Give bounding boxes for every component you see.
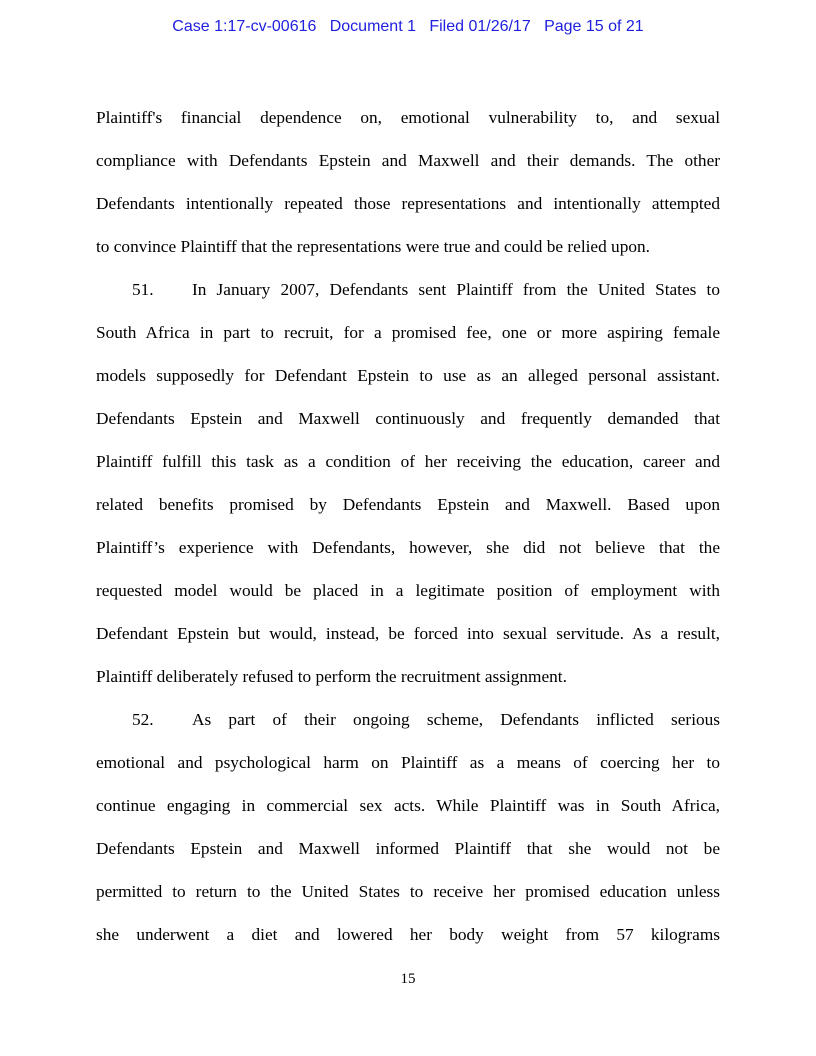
body-line: continue engaging in commercial sex acts. While Plaintiff was in South Africa, [96, 796, 720, 815]
body-line: Plaintiff deliberately refused to perform the recruitment assignment. [96, 667, 567, 686]
body-line: permitted to return to the United States to receive her promised education unless [96, 882, 720, 901]
paragraph-51-first-line [132, 280, 720, 300]
paragraph-number: 51. [132, 280, 154, 299]
body-line: Plaintiff fulfill this task as a condition of her receiving the education, career and [96, 452, 720, 471]
body-line: Defendants intentionally repeated those representations and intentionally attempted [96, 194, 720, 213]
body-line: South Africa in part to recruit, for a promised fee, one or more aspiring female [96, 323, 720, 342]
body-line: Defendants Epstein and Maxwell continuously and frequently demanded that [96, 409, 720, 428]
body-line: Plaintiff’s experience with Defendants, however, she did not believe that the [96, 538, 720, 557]
case-header: Case 1:17-cv-00616 Document 1 Filed 01/26/17 Page 15 of 21 [172, 18, 644, 35]
body-line: to convince Plaintiff that the representations were true and could be relied upon. [96, 237, 650, 256]
body-line: she underwent a diet and lowered her body weight from 57 kilograms [96, 925, 720, 944]
body-line: Defendants Epstein and Maxwell informed Plaintiff that she would not be [96, 839, 720, 858]
page-number: 15 [400, 971, 416, 987]
body-line: compliance with Defendants Epstein and Maxwell and their demands. The other [96, 151, 720, 170]
paragraph-number: 52. [132, 710, 154, 729]
body-line-text: In January 2007, Defendants sent Plaintiff from the United States to [192, 280, 720, 299]
body-line: related benefits promised by Defendants Epstein and Maxwell. Based upon [96, 495, 720, 514]
body-line: requested model would be placed in a legitimate position of employment with [96, 581, 720, 600]
body-line: Defendant Epstein but would, instead, be forced into sexual servitude. As a result, [96, 624, 720, 643]
body-line: Plaintiff's financial dependence on, emotional vulnerability to, and sexual [96, 108, 720, 127]
body-line: models supposedly for Defendant Epstein to use as an alleged personal assistant. [96, 366, 720, 385]
body-line: emotional and psychological harm on Plaintiff as a means of coercing her to [96, 753, 720, 772]
paragraph-52-first-line [132, 710, 720, 730]
body-line-text: As part of their ongoing scheme, Defendants inflicted serious [192, 710, 720, 729]
